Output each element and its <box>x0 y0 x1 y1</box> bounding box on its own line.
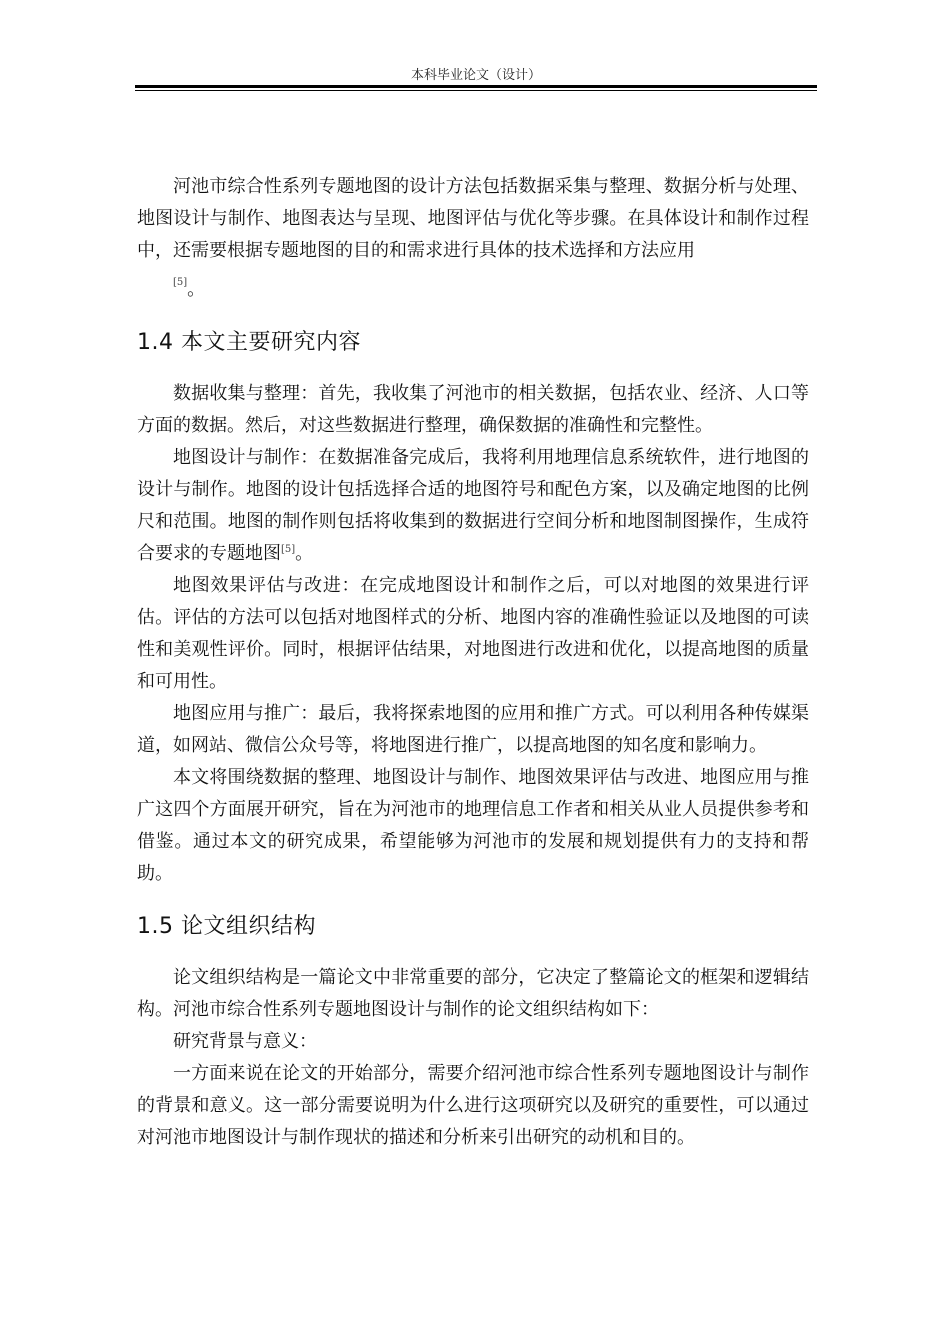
intro-end: 。 <box>187 279 206 300</box>
citation-5: [5] <box>173 277 188 288</box>
paragraph-organization: 论文组织结构是一篇论文中非常重要的部分，它决定了整篇论文的框架和逻辑结构。河池市综合性系列专题地图设计与制作的论文组织结构如下： <box>137 967 809 1020</box>
paragraph-research-summary: 本文将围绕数据的整理、地图设计与制作、地图效果评估与改进、地图应用与推广这四个方面展开研究，旨在为河池市的地理信息工作者和相关从业人员提供参考和借鉴。通过本文的研究成果，希望能够为河池市的发展和规划提供有力的支持和帮助。 <box>137 767 809 884</box>
paragraph-map-design <box>137 442 809 570</box>
map-design-end: 。 <box>295 543 314 564</box>
paragraph-data-collection: 数据收集与整理：首先，我收集了河池市的相关数据，包括农业、经济、人口等方面的数据。然后，对这些数据进行整理，确保数据的准确性和完整性。 <box>137 383 809 436</box>
paragraph-map-evaluation: 地图效果评估与改进：在完成地图设计和制作之后，可以对地图的效果进行评估。评估的方法可以包括对地图样式的分析、地图内容的准确性验证以及地图的可读性和美观性评价。同时，根据评估结果，对地图进行改进和优化，以提高地图的质量和可用性。 <box>137 575 809 692</box>
paragraph-map-promotion: 地图应用与推广：最后，我将探索地图的应用和推广方式。可以利用各种传媒渠道，如网站、微信公众号等，将地图进行推广，以提高地图的知名度和影响力。 <box>137 703 809 756</box>
paragraph-background: 一方面来说在论文的开始部分，需要介绍河池市综合性系列专题地图设计与制作的背景和意义。这一部分需要说明为什么进行这项研究以及研究的重要性，可以通过对河池市地图设计与制作现状的描述和分析来引出研究的动机和目的。 <box>137 1063 809 1148</box>
citation-5: [5] <box>281 544 296 555</box>
intro-text: 河池市综合性系列专题地图的设计方法包括数据采集与整理、数据分析与处理、地图设计与制作、地图表达与呈现、地图评估与优化等步骤。在具体设计和制作过程中，还需要根据专题地图的目的和需求进行具体的技术选择和方法应用 <box>137 176 809 261</box>
document-body <box>137 171 809 1154</box>
map-design-text: 地图设计与制作：在数据准备完成后，我将利用地理信息系统软件，进行地图的设计与制作。地图的设计包括选择合适的地图符号和配色方案，以及确定地图的比例尺和范围。地图的制作则包括将收集到的数据进行空间分析和地图制图操作，生成符合要求的专题地图 <box>137 447 809 564</box>
intro-paragraph <box>137 171 809 306</box>
running-header: 本科毕业论文（设计） <box>410 68 541 83</box>
header-rule-thick <box>135 85 817 88</box>
section-heading-1-5: 1.5 论文组织结构 <box>137 914 316 939</box>
header-rule-thin <box>135 90 817 91</box>
paragraph-background-label: 研究背景与意义： <box>173 1031 317 1052</box>
section-heading-1-4: 1.4 本文主要研究内容 <box>137 330 361 355</box>
